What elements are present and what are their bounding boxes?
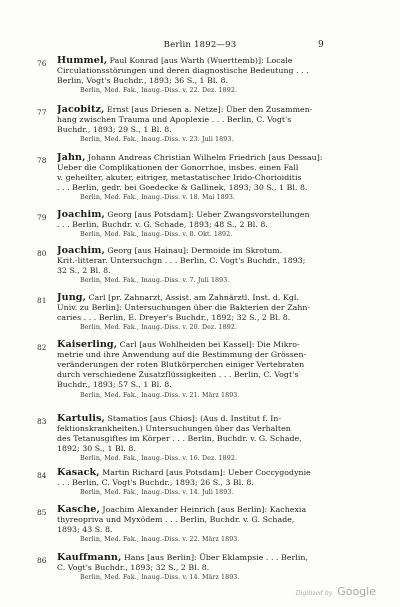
entry-number: 86 bbox=[37, 556, 47, 565]
citation-line bbox=[57, 380, 327, 390]
dissertation-note: Berlin, Med. Fak., Inaug.-Diss. v. 14. Juli 1893. bbox=[80, 489, 234, 497]
citation-text: Ueber die Complikationen der Gonorrhoe, insbes. einen Fall bbox=[57, 163, 299, 173]
entry-citation bbox=[57, 293, 327, 323]
citation-line bbox=[57, 468, 327, 478]
citation-text: veränderungen der roten Blutkörperchen einiger Vertebraten bbox=[57, 360, 305, 370]
author-surname: Joachim, bbox=[57, 210, 105, 220]
dissertation-note: Berlin, Med. Fak., Inaug.-Diss. v. 23. Juli 1893. bbox=[80, 136, 234, 144]
citation-text: Univ. zu Berlin]: Untersuchungen über die Bakterien der Zahn- bbox=[57, 303, 311, 313]
citation-line bbox=[57, 266, 327, 276]
dissertation-note: Berlin, Med. Fak., Inaug.-Diss. v. 16. Dez. 1892. bbox=[80, 455, 238, 463]
citation-text: fektionskrankheiten.) Untersuchungen über das Verhalten bbox=[57, 424, 291, 434]
entry-number: 79 bbox=[37, 213, 47, 222]
running-title: Berlin 1892—93 bbox=[163, 40, 237, 50]
citation-line bbox=[57, 424, 327, 434]
entry-citation bbox=[57, 505, 327, 535]
citation-text: . . . Berlin, gedr. bei Goedecke & Gallinek, 1893; 30 S., 1 Bl. 8. bbox=[57, 183, 308, 193]
entry-citation bbox=[57, 210, 327, 230]
citation-line bbox=[57, 115, 327, 125]
citation-line bbox=[57, 246, 327, 256]
citation-text: Carl [aus Wohlheiden bei Kassel]: Die Mikro- bbox=[119, 340, 300, 349]
citation-text: Martin Richard [aus Potsdam]: Ueber Coccygodynie bbox=[102, 468, 311, 477]
citation-line bbox=[57, 210, 327, 220]
author-surname: Hummel, bbox=[57, 56, 108, 66]
author-surname: Jacobitz, bbox=[57, 105, 105, 115]
citation-line bbox=[57, 553, 327, 563]
citation-line bbox=[57, 76, 327, 86]
dissertation-note: Berlin, Med. Fak., Inaug.-Diss. v. 22. Dez. 1892. bbox=[80, 87, 238, 95]
entry-citation bbox=[57, 56, 327, 86]
author-surname: Kauffmann, bbox=[57, 553, 122, 563]
page-number: 9 bbox=[318, 40, 324, 50]
citation-text: Johann Andreas Christian Wilhelm Friedrich [aus Dessau]: bbox=[88, 153, 323, 162]
citation-line bbox=[57, 163, 327, 173]
citation-line bbox=[57, 303, 327, 313]
citation-line bbox=[57, 414, 327, 424]
citation-text: Krit.-litterar. Untersuchgn . . . Berlin, C. Vogt's Buchdr., 1893; bbox=[57, 256, 306, 266]
citation-line bbox=[57, 563, 327, 573]
citation-line bbox=[57, 350, 327, 360]
entry-number: 80 bbox=[37, 249, 47, 258]
author-surname: Joachim, bbox=[57, 246, 105, 256]
citation-text: Buchdr., 1893; 57 S., 1 Bl. 8. bbox=[57, 380, 172, 390]
dissertation-note: Berlin, Med. Fak., Inaug.-Diss. v. 22. März 1893. bbox=[80, 536, 240, 544]
citation-line bbox=[57, 56, 327, 66]
entry-number: 85 bbox=[37, 508, 47, 517]
citation-text: v. geheilter, akuter, eitriger, metastatischer Irido-Chorioiditis bbox=[57, 173, 302, 183]
citation-line bbox=[57, 183, 327, 193]
author-surname: Jung, bbox=[57, 293, 87, 303]
citation-text: thyreopriva und Myxödem . . . Berlin, Buchdr. v. G. Schade, bbox=[57, 515, 295, 525]
citation-text: Georg [aus Hainau]: Dermoide im Skrotum. bbox=[107, 246, 283, 255]
citation-text: Stamatios [aus Chios]: (Aus d. Institut f. In- bbox=[107, 414, 282, 423]
citation-text: Circulationsstörungen und deren diagnostische Bedeutung . . . bbox=[57, 66, 309, 76]
entry-citation bbox=[57, 340, 327, 390]
citation-line bbox=[57, 370, 327, 380]
citation-line bbox=[57, 444, 327, 454]
dissertation-note: Berlin, Med. Fak., Inaug.-Diss. v. 21. März 1893. bbox=[80, 391, 240, 399]
dissertation-note: Berlin, Med. Fak., Inaug.-Diss. v. 8. Okt. 1892. bbox=[80, 231, 233, 239]
citation-text: 1892; 30 S., 1 Bl. 8. bbox=[57, 444, 136, 454]
citation-line bbox=[57, 125, 327, 135]
citation-text: metrie und ihre Anwendung auf die Bestimmung der Grössen- bbox=[57, 350, 307, 360]
citation-text: . . . Berlin, C. Vogt's Buchdr., 1893; 26 S., 3 Bl. 8. bbox=[57, 478, 254, 488]
citation-line bbox=[57, 105, 327, 115]
citation-line bbox=[57, 340, 327, 350]
citation-line bbox=[57, 313, 327, 323]
citation-line bbox=[57, 525, 327, 535]
entry-citation bbox=[57, 105, 327, 135]
entry-number: 84 bbox=[37, 471, 47, 480]
citation-line bbox=[57, 434, 327, 444]
entry-number: 81 bbox=[37, 296, 47, 305]
citation-text: Buchdr., 1893; 29 S., 1 Bl. 8. bbox=[57, 125, 172, 135]
author-surname: Kaiserling, bbox=[57, 340, 118, 350]
entry-number: 82 bbox=[37, 343, 47, 352]
dissertation-note: Berlin, Med. Fak., Inaug.-Diss. v. 14. März 1893. bbox=[80, 574, 240, 582]
citation-line bbox=[57, 505, 327, 515]
dissertation-note: Berlin, Med. Fak., Inaug.-Diss. v. 7. Juli 1893. bbox=[80, 277, 230, 285]
citation-text: caries . . . Berlin, E. Dreyer's Buchdr., 1892; 32 S., 2 Bl. 8. bbox=[57, 313, 291, 323]
citation-text: des Tetanusgiftes im Körper . . . Berlin, Buchdr. v. G. Schade, bbox=[57, 434, 302, 444]
author-surname: Kasack, bbox=[57, 468, 100, 478]
entry-citation bbox=[57, 414, 327, 454]
citation-line bbox=[57, 173, 327, 183]
citation-line bbox=[57, 153, 327, 163]
author-surname: Kartulis, bbox=[57, 414, 105, 424]
citation-line bbox=[57, 515, 327, 525]
citation-text: Carl [pr. Zahnarzt, Assist. am Zahnärztl. Inst. d. Kgl. bbox=[88, 293, 299, 302]
citation-text: Paul Konrad [aus Warth (Wuerttemb)]: Locale bbox=[109, 56, 293, 65]
citation-text: Georg [aus Potsdam]: Ueber Zwangsvorstellungen bbox=[107, 210, 310, 219]
entry-citation bbox=[57, 553, 327, 573]
citation-line bbox=[57, 256, 327, 266]
entry-number: 83 bbox=[37, 417, 47, 426]
entry-citation bbox=[57, 153, 327, 193]
citation-text: durch verschiedene Zusatzflüssigkeiten . . . Berlin, C. Vogt's bbox=[57, 370, 299, 380]
citation-line bbox=[57, 360, 327, 370]
citation-line bbox=[57, 293, 327, 303]
citation-text: Joachim Alexander Heinrich [aus Berlin]: Kachexia bbox=[102, 505, 307, 514]
entry-number: 78 bbox=[37, 156, 47, 165]
citation-text: 32 S., 2 Bl. 8. bbox=[57, 266, 111, 276]
entry-number: 77 bbox=[37, 108, 47, 117]
citation-text: . . . Berlin, Buchdr. v. G. Schade, 1893; 48 S., 2 Bl. 8. bbox=[57, 220, 268, 230]
citation-text: Ernst [aus Driesen a. Netze]: Über den Zusammen- bbox=[106, 105, 313, 114]
entry-number: 76 bbox=[37, 59, 47, 68]
citation-text: Hans [aus Berlin]: Über Eklampsie . . . Berlin, bbox=[123, 553, 308, 562]
citation-line bbox=[57, 478, 327, 488]
watermark-prefix: Digitized by bbox=[295, 590, 333, 597]
citation-text: C. Vogt's Buchdr., 1893; 32 S., 2 Bl. 8. bbox=[57, 563, 210, 573]
author-surname: Jahn, bbox=[57, 153, 86, 163]
citation-line bbox=[57, 220, 327, 230]
google-logo: Google bbox=[337, 585, 376, 598]
citation-line bbox=[57, 66, 327, 76]
entry-citation bbox=[57, 246, 327, 276]
citation-text: 1893; 43 S. 8. bbox=[57, 525, 113, 535]
entry-citation bbox=[57, 468, 327, 488]
running-header bbox=[0, 40, 400, 54]
author-surname: Kasche, bbox=[57, 505, 100, 515]
dissertation-note: Berlin, Med. Fak., Inaug.-Diss. v. 20. Dez. 1892. bbox=[80, 324, 238, 332]
digitized-watermark bbox=[258, 580, 376, 599]
citation-text: Berlin, Vogt's Buchdr., 1893; 36 S., 1 Bl. 8. bbox=[57, 76, 228, 86]
dissertation-note: Berlin, Med. Fak., Inaug.-Diss. v. 18. Mai 1893. bbox=[80, 194, 236, 202]
citation-text: hang zwischen Trauma und Apoplexie . . . Berlin, C. Vogt's bbox=[57, 115, 292, 125]
